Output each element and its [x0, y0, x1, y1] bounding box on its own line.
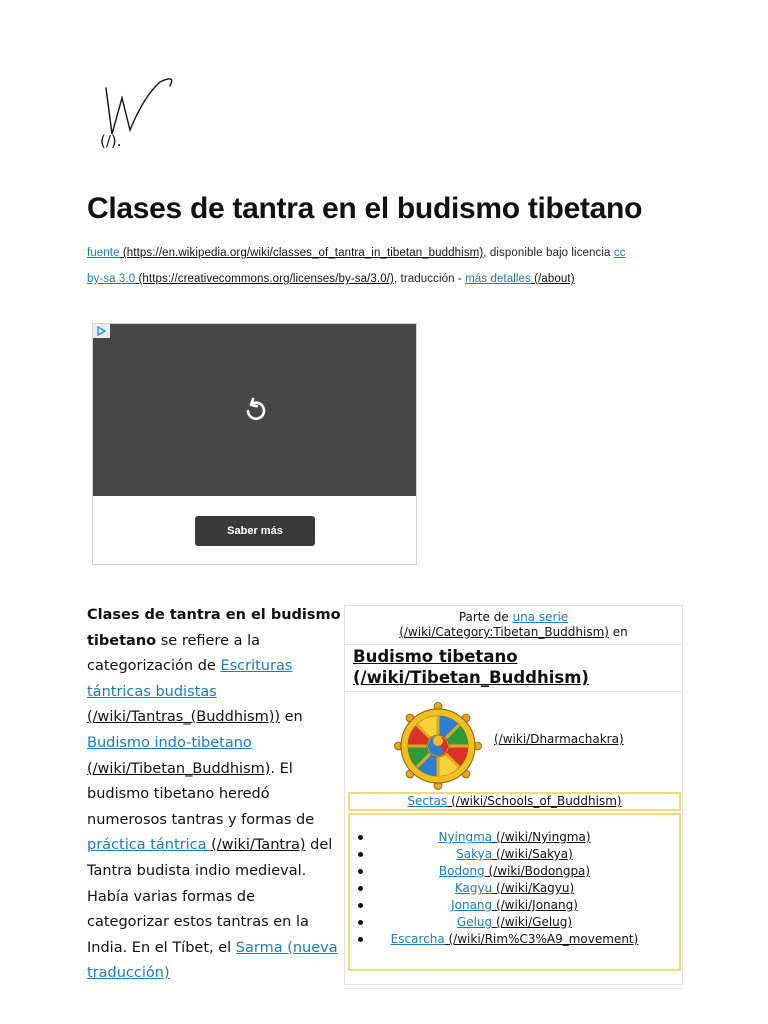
article-text: categorizar estos tantras en la — [87, 914, 309, 931]
article-text: budismo tibetano heredó — [87, 786, 270, 803]
ad-video[interactable] — [93, 324, 416, 496]
article-text: Había varias formas de — [87, 888, 256, 905]
school-link[interactable]: Escarcha — [390, 932, 445, 946]
school-link[interactable]: Kagyu — [454, 881, 493, 895]
dharmachakra-row — [345, 698, 682, 788]
link-indo-tibetan[interactable]: Budismo indo-tibetano — [87, 734, 252, 751]
school-url[interactable]: (/wiki/Gelug) — [492, 915, 573, 929]
article-text: en — [280, 709, 303, 726]
sects-header — [348, 792, 681, 811]
license-link[interactable]: by-sa 3.0 — [87, 273, 136, 285]
learn-more-button[interactable]: Saber más — [195, 516, 315, 546]
list-item — [350, 829, 679, 846]
advertisement[interactable] — [92, 323, 417, 565]
infobox-title: Budismo tibetano — [353, 647, 518, 666]
school-link[interactable]: Sakya — [456, 847, 493, 861]
bullet-icon — [358, 937, 363, 942]
article-text: categorización de — [87, 658, 221, 675]
bullet-icon — [358, 852, 363, 857]
infobox-title-url: (/wiki/Tibetan_Buddhism) — [353, 668, 589, 687]
article-intro — [87, 603, 341, 987]
school-link[interactable]: Nyingma — [438, 830, 493, 844]
dharmachakra-url[interactable]: (/wiki/Dharmachakra) — [494, 732, 624, 746]
article-term-end: tibetano — [87, 632, 157, 649]
details-url[interactable]: (/about) — [530, 273, 575, 285]
infobox-bottom-divider — [344, 988, 683, 989]
school-url[interactable]: (/wiki/Rim%C3%A9_movement) — [444, 932, 639, 946]
infobox-divider — [345, 691, 682, 692]
school-link[interactable]: Bodong — [438, 864, 485, 878]
link-sarma[interactable]: Sarma (nueva — [235, 939, 338, 956]
series-url[interactable]: (/wiki/Category:Tibetan_Buddhism) — [399, 625, 609, 639]
site-logo[interactable] — [96, 76, 180, 152]
school-url[interactable]: (/wiki/Nyingma) — [492, 830, 591, 844]
article-text: se refiere a la — [156, 632, 261, 649]
series-prefix: Parte de — [458, 610, 513, 624]
school-url[interactable]: (/wiki/Kagyu) — [492, 881, 575, 895]
license-link-start[interactable]: cc — [613, 247, 626, 259]
school-link[interactable]: Gelug — [456, 915, 493, 929]
bullet-icon — [358, 869, 363, 874]
list-item — [350, 931, 679, 948]
bullet-icon — [358, 903, 363, 908]
license-url[interactable]: (https://creativecommons.org/licenses/by-sa/3.0/) — [135, 273, 394, 285]
schools-list — [348, 813, 681, 971]
article-text: Tantra budista indio medieval. — [87, 862, 307, 879]
series-link[interactable]: una serie — [512, 610, 569, 624]
page-title: Clases de tantra en el budismo tibetano — [87, 192, 643, 225]
bullet-icon — [358, 835, 363, 840]
article-text: . El — [270, 760, 293, 777]
url-tantra[interactable]: (/wiki/Tantra) — [211, 837, 306, 854]
url-tibetan-buddhism[interactable]: (/wiki/Tibetan_Buddhism) — [87, 760, 271, 777]
dharmachakra-icon[interactable] — [394, 702, 482, 790]
link-tantric-scriptures[interactable]: Escrituras — [220, 658, 293, 675]
infobox-title-link[interactable] — [353, 646, 589, 688]
sects-link[interactable]: Sectas — [407, 794, 448, 808]
link-sarma-cont[interactable]: traducción) — [87, 965, 170, 982]
list-item — [350, 863, 679, 880]
sects-url[interactable]: (/wiki/Schools_of_Buddhism) — [447, 794, 622, 808]
translation-prefix: , traducción - — [393, 273, 466, 285]
details-link[interactable]: más detalles — [465, 273, 531, 285]
logo-icon — [96, 76, 180, 152]
logo-text: (/). — [100, 132, 122, 150]
link-tantric-practice[interactable]: práctica tántrica — [87, 837, 212, 854]
source-line-continued — [87, 273, 677, 285]
series-suffix: en — [608, 625, 628, 639]
source-line — [87, 247, 677, 259]
license-prefix: , disponible bajo licencia — [483, 247, 614, 259]
url-tantras[interactable]: (/wiki/Tantras_(Buddhism)) — [87, 709, 281, 726]
article-text: India. En el Tíbet, el — [87, 939, 236, 956]
link-tantric-scriptures-cont[interactable]: tántricas budistas — [87, 683, 217, 700]
list-item — [350, 846, 679, 863]
bullet-icon — [358, 886, 363, 891]
article-text: numerosos tantras y formas de — [87, 811, 315, 828]
replay-icon[interactable] — [241, 396, 269, 424]
school-url[interactable]: (/wiki/Sakya) — [492, 847, 573, 861]
infobox-divider — [345, 644, 682, 645]
bullet-icon — [358, 920, 363, 925]
adchoices-icon[interactable] — [93, 324, 110, 338]
article-term: Clases de tantra en el budismo — [87, 607, 341, 623]
infobox — [344, 605, 683, 985]
list-item — [350, 914, 679, 931]
school-url[interactable]: (/wiki/Jonang) — [492, 898, 578, 912]
source-link[interactable]: fuente — [87, 247, 120, 259]
list-item — [350, 897, 679, 914]
source-url[interactable]: (https://en.wikipedia.org/wiki/classes_of_tantra_in_tibetan_buddhism) — [119, 247, 484, 259]
infobox-series — [345, 610, 682, 640]
article-text: del — [305, 837, 333, 854]
school-link[interactable]: Jonang — [451, 898, 493, 912]
list-item — [350, 880, 679, 897]
school-url[interactable]: (/wiki/Bodongpa) — [484, 864, 591, 878]
